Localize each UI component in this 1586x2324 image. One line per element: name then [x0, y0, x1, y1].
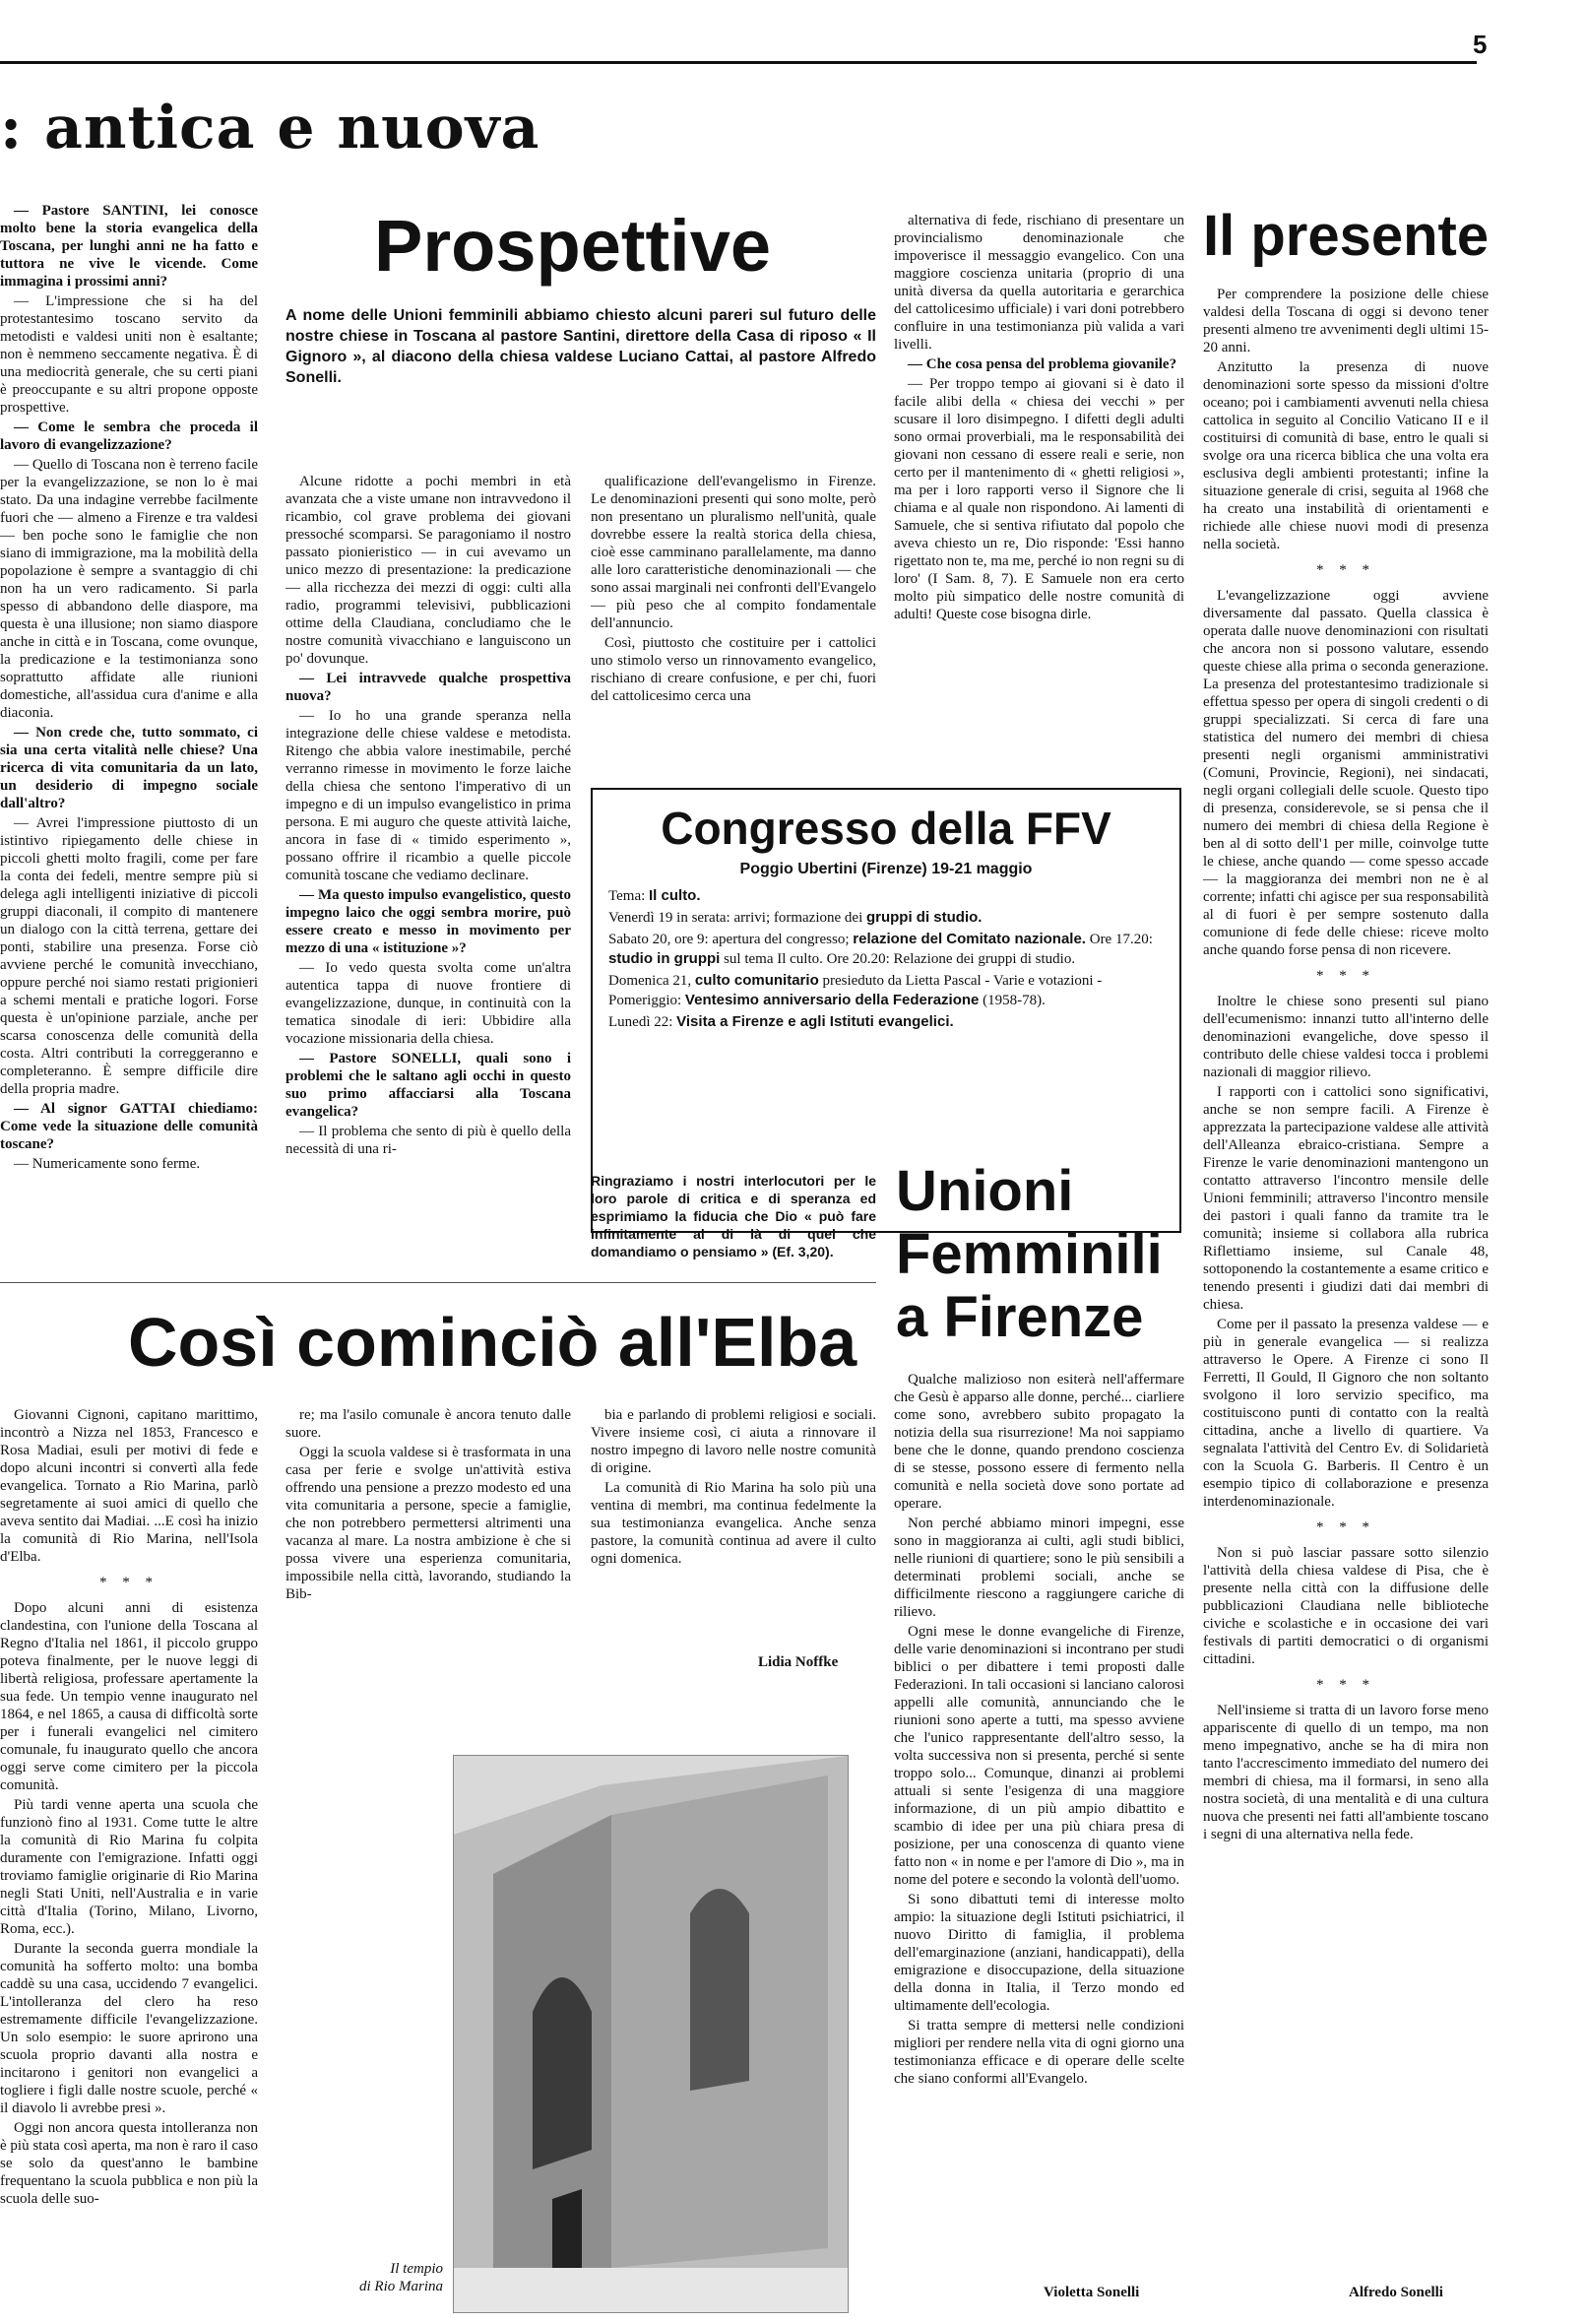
- paragraph: — Quello di Toscana non è terreno facile per la evangelizzazione, se non lo è mai stato. Da una indagine verrebbe facilmente fuori che — almeno a Firenze e tra valdesi — ben poche sono le famiglie che non siano di immigrazione, ma la mobilità della popolazione è sempre a svantaggio di chi non ha un vero radicamento. Si parla spesso di abbandono delle diaspore, ma questa è una illusione; non siamo diaspore anche in città e in Toscana, come ovunque, la predicazione e la testimonianza sono soprattutto affidate alle riunioni domestiche, all'assidua cura d'anime e alla diaconia.: [0, 457, 258, 721]
- paragraph: Si sono dibattuti temi di interesse molto ampio: la situazione degli Istituti psichiatrici, il nuovo Diritto di famiglia, il problema dell'emarginazione (anziani, handicappati), della emigrazione e disoccupazione, della situazione della donna in Italia, il Terzo mondo ed ultimamente dell'ecologia.: [894, 1892, 1184, 2014]
- congresso-place: Poggio Ubertini (Firenze) 19-21 maggio: [739, 861, 1033, 877]
- sabato-time: Ore 17.20:: [1089, 932, 1153, 947]
- unioni-signature: Violetta Sonelli: [1044, 2285, 1140, 2300]
- interview-left-column: [0, 202, 258, 1275]
- elba-column-3: [591, 1406, 876, 1623]
- sabato-bold-2: studio in gruppi: [608, 950, 721, 967]
- paragraph: re; ma l'asilo comunale è ancora tenuto dalle suore.: [285, 1407, 571, 1441]
- lunedi-text: Lunedì 22:: [608, 1014, 673, 1030]
- prospettive-title: Prospettive: [374, 205, 772, 287]
- paragraph: Si tratta sempre di mettersi nelle condizioni migliori per rendere nella vita di ogni giorno una testimonianza efficace e di operare delle scelte che siano conformi all'Evangelo.: [894, 2018, 1184, 2087]
- ringraziamo-note: Ringraziamo i nostri interlocutori per le loro parole di critica e di speranza ed esprimiamo la fiducia che Dio « può fare infinitamente al di là di quel che domandiamo o pensiamo » (Ef. 3,20).: [591, 1173, 876, 1259]
- paragraph: Inoltre le chiese sono presenti sul piano dell'ecumenismo: innanzi tutto all'interno delle denominazioni evangeliche, dove spesso il contributo delle chiese valdesi tocca i problemi nazionali di maggior rilievo.: [1203, 994, 1489, 1080]
- paragraph: Così, piuttosto che costituire per i cattolici uno stimolo verso un rinnovamento evangelico, rischiano di creare confusione, e per chi, fuori del cattolicesimo cerca una: [591, 635, 876, 704]
- paragraph: Dopo alcuni anni di esistenza clandestina, con l'unione della Toscana al Regno d'Italia nel 1861, il piccolo gruppo poteva finalmente, per le nuove leggi di libertà religiosa, professare apertamente la sua fede. Un tempio venne inaugurato nel 1864, e nel 1865, a causa di difficoltà sorte per i funerali evangelici nel cimitero comunale, fu inaugurato quello che ancora oggi serve come cimitero per la piccola comunità.: [0, 1600, 258, 1793]
- paragraph: L'evangelizzazione oggi avviene diversamente dal passato. Quella classica è operata dalle nuove denominazioni con risultati che ancora non si possono valutare, essendo queste chiese alla prima o seconda generazione. La presenza del protestantesimo tradizionale si effettua spesso per opera di singoli credenti o di gruppi specializzati. Si cerca di fare una statistica del numero dei membri di chiesa presenti negli organismi amministrativi (Comuni, Provincie, Regioni), nei sindacati, negli organi collegiali delle scuole. Questo tipo di presenza, considerevole, se si pensa che il numero dei membri di chiesa della Regione è ben al di sotto dell'1 per mille, coinvolge tutte le chiese, anche quando — come spesso accade — la maggioranza dei membri non ne è al corrente; infatti chi agisce per sua responsabilità al di fuori è per sempre sostenuto dalla comunione di fede delle chiese: riceve molto anche quando forse pensa di non ricevere.: [1203, 588, 1489, 958]
- paragraph: — Per troppo tempo ai giovani si è dato il facile alibi della « chiesa dei vecchi » per scusare il loro disimpegno. I difetti degli adulti sono ormai proverbiali, ma le responsabilità dei giovani non cessano di essere reali e serie, non certo per il mantenimento di « ghetti religiosi », ma per i loro rapporti verso il Signore che li chiama e al quale non rispondono. Ai lamenti di Samuele, che si sentiva rifiutato dal popolo che aveva chiesto un re, Dio risponde: 'Essi hanno rigettato non te, ma me, perché io non regni su di loro' (I Sam. 8, 7). E Samuele non era certo molto più simpatico delle nostre comunità di adulti! Queste cose bisogna dirle.: [894, 376, 1184, 622]
- paragraph: Più tardi venne aperta una scuola che funzionò fino al 1931. Come tutte le altre la comunità di Rio Marina fu colpita duramente con l'emigrazione. Infatti oggi troviamo famiglie originarie di Rio Marina negli Stati Uniti, nell'Australia e in varie città d'Italia (Torino, Milano, Livorno, Roma, ecc.).: [0, 1797, 258, 1937]
- paragraph: — Al signor GATTAI chiediamo: Come vede la situazione delle comunità toscane?: [0, 1101, 258, 1152]
- tempio-photo: [453, 1755, 849, 2313]
- unioni-title-line-1: Unioni: [896, 1159, 1074, 1223]
- venerdi-text: Venerdì 19 in serata: arrivi; formazione dei: [608, 910, 863, 926]
- church-image: [454, 1756, 848, 2312]
- domenica-text-3: (1958-78).: [983, 993, 1046, 1008]
- paragraph: Qualche malizioso non esiterà nell'affermare che Gesù è apparso alle donne, perché... ciarliere come sono, avrebbero subito propagato la notizia della sua risurrezione! Ma noi sappiamo bene che le donne, quando prendono coscienza di se stesse, possono essere di fermento nella comunità e nella società dove sono portate ad operare.: [894, 1372, 1184, 1512]
- elba-column-2: [285, 1406, 571, 1741]
- interview-column-4: [894, 212, 1184, 773]
- paragraph: — Pastore SONELLI, quali sono i problemi che le saltano agli occhi in questo suo primo affacciarsi alla Toscana evangelica?: [285, 1051, 571, 1120]
- paragraph: Per comprendere la posizione delle chiese valdesi della Toscana di oggi si devono tener presenti almeno tre avvenimenti degli ultimi 15-20 anni.: [1203, 287, 1489, 355]
- paragraph: I rapporti con i cattolici sono significativi, anche se non sempre facili. A Firenze è apprezzata la partecipazione valdese alle attività dell'Alleanza ebraico-cristiana. Sempre a Firenze le varie denominazioni mantengono un contatto attraverso l'incontro mensile delle Unioni femminili; attraverso l'incontro mensile dei pastori i quali fanno da tramite tra le comunità; insieme si collabora alla rubrica Riflettiamo insieme, sul Canale 48, sottoponendo la costantemente a esame critico e tenendo presenti i giudizi dati dai membri di chiesa.: [1203, 1084, 1489, 1313]
- interview-column-2: [285, 473, 571, 1280]
- tema-value: Il culto.: [649, 887, 701, 904]
- paragraph: — L'impressione che si ha del protestantesimo toscano servito da metodisti e valdesi uniti non è esaltante; non è nemmeno seccamente negativa. È di una mediocrità generale, che su certi piani è preoccupante e su altri propone opposte prospettive.: [0, 293, 258, 416]
- domenica-bold: culto comunitario: [694, 972, 819, 989]
- unioni-title-line-3: a Firenze: [896, 1285, 1144, 1349]
- prospettive-intro: A nome delle Unioni femminili abbiamo chiesto alcuni pareri sul futuro delle nostre chiese in Toscana al pastore Santini, direttore della Casa di riposo « Il Gignoro », al diacono della chiesa valdese Luciano Cattai, al pastore Alfredo Sonelli.: [285, 307, 876, 386]
- page-number: 5: [1473, 30, 1488, 59]
- paragraph: Oggi la scuola valdese si è trasformata in una casa per ferie e svolge un'attività estiva offrendo una pensione a prezzo modesto ed una vita comunitaria a persone, specie a famiglie, che non potrebbero permettersi altrimenti una vacanza al mare. La nostra ambizione è che si possa vivere una esperienza comunitaria, impossibile nella città, lavorando, studiando la Bib-: [285, 1445, 571, 1602]
- congresso-sabato: [608, 930, 1164, 969]
- sabato-bold: relazione del Comitato nazionale.: [853, 931, 1086, 947]
- lunedi-bold: Visita a Firenze e agli Istituti evangelici.: [676, 1013, 954, 1030]
- paragraph: Come per il passato la presenza valdese — e più in generale evangelica — si realizza attraverso le Opere. A Firenze ci sono Il Ferretti, Il Gould, Il Gignoro che non soltanto svolgono il loro servizio specifico, ma costituiscono punti di contatto con la realtà cittadina, anche a livello di quartiere. Va segnalata l'attività del Centro Ev. di Solidarietà con la Scuola G. Barberis. Il Centro è un esempio tipico di collaborazione e presenza interdenominazionale.: [1203, 1317, 1489, 1510]
- congresso-domenica: [608, 971, 1164, 1010]
- section-separator: * * *: [1316, 562, 1375, 578]
- sabato-text-3: sul tema Il culto. Ore 20.20: Relazione dei gruppi di studio.: [724, 951, 1076, 967]
- paragraph: — Ma questo impulso evangelistico, questo impegno laico che oggi sembra morire, può essere creato e messo in movimento per mezzo di una « istituzione »?: [285, 887, 571, 956]
- il-presente-title: Il presente: [1203, 204, 1490, 268]
- paragraph: — Come le sembra che proceda il lavoro di evangelizzazione?: [0, 420, 258, 453]
- section-separator: * * *: [1316, 1677, 1375, 1693]
- domenica-bold-2: Ventesimo anniversario della Federazione: [684, 992, 980, 1008]
- paragraph: Nell'insieme si tratta di un lavoro forse meno appariscente di quello di un tempo, ma non meno impegnativo, anche se ha di mira non tanto l'accrescimento immediato del numero dei membri di chiesa, ma il formarsi, in seno alla nostra società, di una mentalità e di una cultura nuova che presenti nei fatti all'ambiente toscano i segni di una alternativa nella fede.: [1203, 1703, 1489, 1842]
- il-presente-column: [1203, 286, 1489, 2294]
- unioni-title-line-2: Femminili: [896, 1222, 1163, 1286]
- paragraph: bia e parlando di problemi religiosi e sociali. Vivere insieme così, ci aiuta a rinnovare il nostro impegno di lavoro nelle nostre comunità di origine.: [591, 1407, 876, 1476]
- venerdi-bold: gruppi di studio.: [865, 909, 983, 926]
- paragraph: alternativa di fede, rischiano di presentare un provincialismo denominazionale che impoverisce il messaggio evangelico. Con una maggiore coscienza unitaria (proprio di una unità diversa da quella autoritaria e gerarchica del cattolicesimo ufficiale) i vari doni potrebbero confluire in una testimonianza più valida a vari livelli.: [894, 213, 1184, 353]
- congresso-tema: [608, 886, 1164, 906]
- congresso-lunedi: [608, 1012, 1164, 1032]
- tema-label: Tema:: [608, 888, 646, 904]
- paragraph: Giovanni Cignoni, capitano marittimo, incontrò a Nizza nel 1853, Francesco e Rosa Madiai, esuli per motivi di fede e dopo alcuni incontri si convertì alla fede evangelica. Tornato a Rio Marina, parlò segretamente ai suoi amici di quello che aveva sentito dai Madiai. ...E così ha inizio la comunità di Rio Marina, nell'Isola d'Elba.: [0, 1407, 258, 1565]
- section-separator: * * *: [1316, 968, 1375, 984]
- paragraph: — Lei intravvede qualche prospettiva nuova?: [285, 671, 571, 704]
- paragraph: Non si può lasciar passare sotto silenzio l'attività della chiesa valdese di Pisa, che è presente nella città con la diffusione delle pubblicazioni Claudiana nelle biblioteche civiche e scolastiche e in occasione dei vari festivals di partiti democratici o di organismi cittadini.: [1203, 1545, 1489, 1667]
- congresso-title: Congresso della FFV: [661, 803, 1111, 854]
- paragraph: — Pastore SANTINI, lei conosce molto bene la storia evangelica della Toscana, per lunghi anni ne ha fatto e tuttora ne vive le vicende. Come immagina i prossimi anni?: [0, 203, 258, 290]
- section-separator: * * *: [1316, 1519, 1375, 1535]
- domenica-text-2: presieduto da Lietta Pascal - Varie e votazioni - Pomeriggio:: [608, 973, 1103, 1008]
- paragraph: — Io ho una grande speranza nella integrazione delle chiese valdese e metodista. Ritengo che abbia valore inestimabile, perché verranno rimesse in movimento le forze laiche della chiesa che sentono l'imperativo di un impegno e di un impulso evangelistico in prima persona. E mi auguro che queste attività laiche, ancora in fase di « timido esperimento », possano offrire il ricambio a quelle piccole comunità toscane che vediamo declinare.: [285, 708, 571, 883]
- paragraph: Anzitutto la presenza di nuove denominazioni sorte spesso da missioni d'oltre oceano; poi i cambiamenti avvenuti nella chiesa cattolica in seguito al Concilio Vaticano II e il costituirsi di comunità di base, entro le quali si svolge ora una ricerca biblica che una volta era esclusiva degli ambienti protestanti; infine la situazione generale di crisi, seguita al 1968 che ha creato una instabilità di orientamenti e richiede alle chiese nuovi modi di presenza nella società.: [1203, 359, 1489, 552]
- paragraph: La comunità di Rio Marina ha solo più una ventina di membri, ma continua fedelmente la sua testimonianza evangelica. Anche senza pastore, la comunità continua ad avere il culto ogni domenica.: [591, 1480, 876, 1567]
- paragraph: — Avrei l'impressione piuttosto di un istintivo ripiegamento delle chiese in piccoli ghetti molto fragili, come per fare la conta dei fedeli, mentre sempre più si delega agli intelligenti iniziative di piccoli gruppi diaconali, il compito di mantenere un dialogo con la città terrena, gettare dei ponti, stabilire una presenza. Forse ciò avviene perché le comunità invecchiano, oppure perché noi siamo restati prigionieri a schemi mentali e pratiche logori. Forse questa è un'opinione parziale, anche per scarsa conoscenza delle comunità della costa. Altri contributi la correggeranno e completeranno. È sempre difficile dire della propria madre.: [0, 815, 258, 1097]
- interview-column-3: [591, 473, 876, 768]
- paragraph: — Non crede che, tutto sommato, ci sia una certa vitalità nelle chiese? Una ricerca di vita comunitaria da un lato, un desiderio di impegno sociale dall'altro?: [0, 725, 258, 811]
- elba-top-rule: [0, 1282, 876, 1283]
- paragraph: — Che cosa pensa del problema giovanile?: [908, 356, 1177, 372]
- unioni-column: [894, 1371, 1184, 2272]
- paragraph: Alcune ridotte a pochi membri in età avanzata che a viste umane non intravvedono il ricambio, col grave problema dei giovani pressoché scomparsi. Se paragoniamo il nostro passato pionieristico — in cui avevamo un unico mezzo di presentazione: la predicazione — alla ricchezza dei mezzi di oggi: culti alla radio, programmi televisivi, pubblicazioni ottime della Claudiana, concludiamo che le nostre comunità vivacchiano e languiscono un po' dovunque.: [285, 474, 571, 667]
- top-rule: [0, 61, 1477, 64]
- paragraph: — Io vedo questa svolta come un'altra autentica tappa di nuove frontiere di evangelizzazione, dunque, in continuità con la tematica sinodale di ieri: Ubbidire alla vocazione missionaria della chiesa.: [285, 960, 571, 1047]
- unioni-title: [896, 1160, 1163, 1349]
- elba-column-1: [0, 1406, 258, 2322]
- paragraph: Durante la seconda guerra mondiale la comunità ha sofferto molto: una bomba caddè su una casa, uccidendo 7 evangelici. L'intolleranza del clero ha reso estremamente difficile l'evangelizzazione. Un solo esempio: le suore aprirono una scuola proprio davanti alla nostra e incitarono i genitori non evangelici a togliere i figli dalle nostre scuole, perché « il diavolo li avrebbe presi ».: [0, 1941, 258, 2116]
- il-presente-signature: Alfredo Sonelli: [1349, 2285, 1443, 2300]
- congresso-venerdi: [608, 908, 1164, 928]
- paragraph: qualificazione dell'evangelismo in Firenze. Le denominazioni presenti qui sono molte, però non presentano un pluralismo nell'unità, quale dovrebbe essere la realtà storica della chiesa, cioè esse camminano parallelamente, ma danno alle loro caratteristiche denominazionali — che sono assai marginali nei confronti dell'Evangelo — più peso che al compito fondamentale dell'annuncio.: [591, 474, 876, 631]
- paragraph: — Numericamente sono ferme.: [14, 1156, 201, 1172]
- paragraph: Non perché abbiamo minori impegni, esse sono in maggioranza ai culti, agli studi biblici, nelle riunioni di quartiere; sono le più sensibili a determinati problemi sociali, anche se difficilmente riescono a raggiungere cariche di rilievo.: [894, 1516, 1184, 1620]
- section-title: : antica e nuova: [0, 94, 540, 162]
- domenica-text: Domenica 21,: [608, 973, 692, 989]
- elba-title: Così cominciò all'Elba: [128, 1304, 857, 1381]
- paragraph: Oggi non ancora questa intolleranza non è più stata così aperta, ma non è raro il caso se solo da quest'anno le bambine frequentano la scuola pubblica e non più la scuola delle suo-: [0, 2120, 258, 2207]
- elba-signature: Lidia Noffke: [758, 1654, 839, 1670]
- paragraph: — Il problema che sento di più è quello della necessità di una ri-: [285, 1124, 571, 1157]
- sabato-text: Sabato 20, ore 9: apertura del congresso;: [608, 932, 850, 947]
- photo-caption: Il tempio di Rio Marina: [359, 2261, 443, 2294]
- section-separator: * * *: [99, 1575, 159, 1590]
- paragraph: Ogni mese le donne evangeliche di Firenze, delle varie denominazioni si incontrano per studi biblici o per dibattere i temi proposti dalle Federazioni. In tali occasioni si lanciano calorosi appelli alle comunità, annunciando che le riunioni sono aperte a tutti, ma spesso avviene che l'unico rappresentante dell'altro sesso, la volta successiva non si presenta, perché si sente troppo solo... Comunque, dinanzi ai problemi attuali si sente l'esigenza di una maggiore informazione, di un più ampio dibattito e scambio di idee per una più chiara presa di posizione, per una conoscenza di quanto viene fatto non « in nome e per l'amore di Dio », ma in nome del potere e secondo la volontà dell'uomo.: [894, 1624, 1184, 1888]
